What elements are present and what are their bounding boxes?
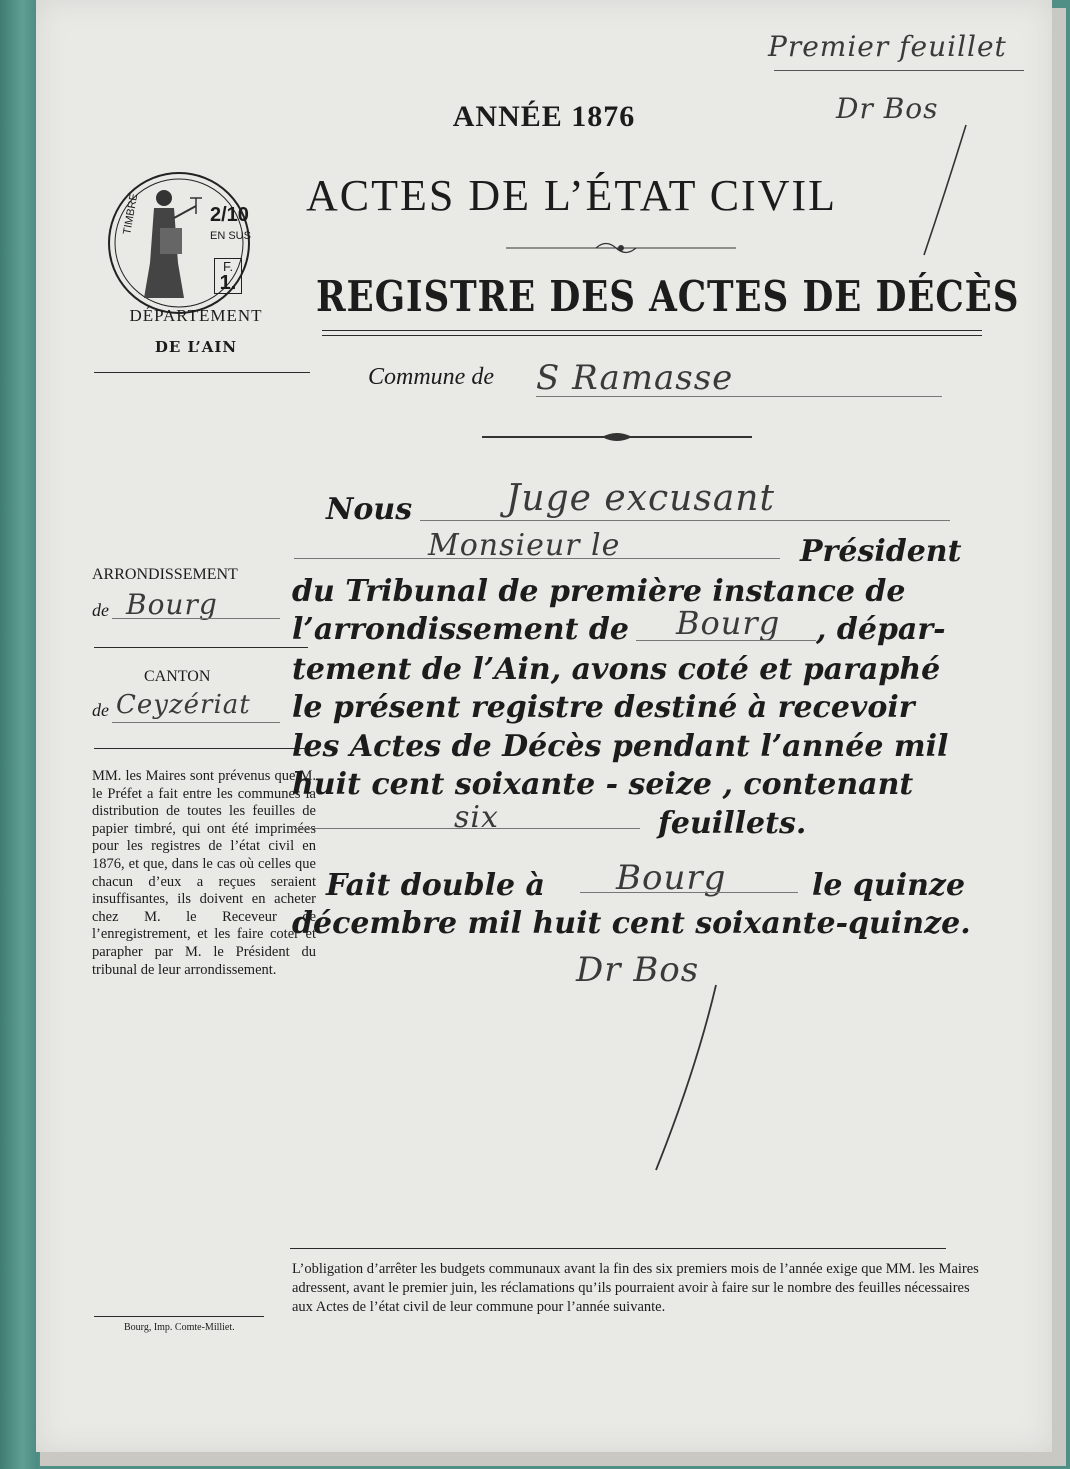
department-rule xyxy=(94,372,310,373)
main-title: ACTES DE L’ÉTAT CIVIL xyxy=(306,171,838,220)
year-heading: ANNÉE 1876 xyxy=(452,100,636,133)
printer-imprint: Bourg, Imp. Comte-Milliet. xyxy=(124,1322,235,1333)
line9-rule xyxy=(294,828,640,829)
body-line10b: le quinze xyxy=(812,868,966,903)
stamp-ensus: EN SUS xyxy=(210,230,251,242)
line4-rule xyxy=(636,640,816,641)
stamp-word: TIMBRE xyxy=(121,192,141,236)
body-line3: du Tribunal de première instance de xyxy=(292,574,906,609)
margin-rule-2 xyxy=(94,748,308,749)
department-name: DE L’AIN xyxy=(154,338,238,356)
nous-line xyxy=(420,520,950,521)
body-line4b: , dépar- xyxy=(816,612,946,647)
body-line4-hand: Bourg xyxy=(676,604,781,642)
binder-cover-edge xyxy=(0,0,38,1469)
canton-value: Ceyzériat xyxy=(116,690,251,720)
stamp-f-box xyxy=(214,258,242,294)
canton-line xyxy=(112,722,280,723)
mayors-notice: MM. les Maires sont prévenus que M. le Préfet a fait entre les communes la distribution de toutes les feuilles de papier timbré, qui ont été imprimées pour les registres de l’état civil en 1876, et que, dans le cas où celles que chacun d’eux a reçues seraient insuffisantes, ils doivent en acheter chez M. le Receveur de l’enregistrement, et les faire coter et parapher par M. le Président du tribunal de leur arrondissement. xyxy=(92,768,316,978)
commune-line xyxy=(536,396,942,397)
body-line10a: Fait double à xyxy=(326,868,545,903)
budget-notice: L’obligation d’arrêter les budgets communaux avant la fin des six premiers mois de l’année exige que MM. les Maires adressent, avant le premier juin, les réclamations qu’ils pourraient avoir à faire sur le nombre des feuilles nécessaires aux Actes de l’état civil de leur commune pour l’année suivante. xyxy=(292,1261,979,1315)
body-line5: tement de l’Ain, avons coté et paraphé xyxy=(292,652,941,687)
stamp-value: 2/10 xyxy=(210,204,249,226)
signature-bottom: Dr Bos xyxy=(576,950,700,990)
register-rule-1 xyxy=(322,330,982,331)
arrondissement-label: ARRONDISSEMENT xyxy=(92,566,238,583)
body-line10-hand: Bourg xyxy=(616,858,727,898)
commune-value: S Ramasse xyxy=(536,358,734,398)
footer-rule xyxy=(290,1248,946,1249)
body-line2-hand: Monsieur le xyxy=(428,528,621,563)
margin-rule-1 xyxy=(94,647,308,648)
tax-stamp xyxy=(104,168,254,318)
body-line6: le présent registre destiné à recevoir xyxy=(292,690,915,725)
annotation-premier-feuillet: Premier feuillet xyxy=(768,30,1007,63)
commune-label: Commune de xyxy=(368,364,494,390)
body-line9-hand: six xyxy=(454,800,499,835)
stamp-one: 1. xyxy=(219,272,237,294)
annotation-underline xyxy=(774,70,1024,71)
arrondissement-line xyxy=(112,618,280,619)
arrondissement-value: Bourg xyxy=(126,588,218,621)
body-line4a: l’arrondissement de xyxy=(292,612,629,647)
stamp-seal-icon xyxy=(104,168,254,318)
section-ornament xyxy=(482,430,752,444)
title-ornament xyxy=(506,238,736,258)
department-label: DÉPARTEMENT xyxy=(129,306,263,325)
body-president: Président xyxy=(800,534,962,569)
annotation-signature-top: Dr Bos xyxy=(836,92,939,125)
body-line11: décembre mil huit cent soixante-quinze. xyxy=(292,906,971,941)
stamp-f: F. xyxy=(222,259,234,274)
body-nous-hand: Juge excusant xyxy=(506,478,775,519)
pen-stroke-bottom xyxy=(616,980,736,1180)
arrondissement-prefix: de xyxy=(92,600,109,620)
body-nous: Nous xyxy=(326,492,413,527)
imprint-rule xyxy=(94,1316,264,1317)
register-page xyxy=(36,0,1052,1452)
line2-rule xyxy=(294,558,780,559)
register-rule-2 xyxy=(322,335,982,336)
register-title: REGISTRE DES ACTES DE DÉCÈS xyxy=(316,272,1020,321)
body-line7: les Actes de Décès pendant l’année mil xyxy=(292,729,949,764)
canton-label: CANTON xyxy=(144,668,211,685)
line10-rule xyxy=(580,892,798,893)
canton-prefix: de xyxy=(92,700,109,720)
body-line9b: feuillets. xyxy=(658,806,807,841)
body-line8: huit cent soixante - seize , contenant xyxy=(292,767,914,802)
